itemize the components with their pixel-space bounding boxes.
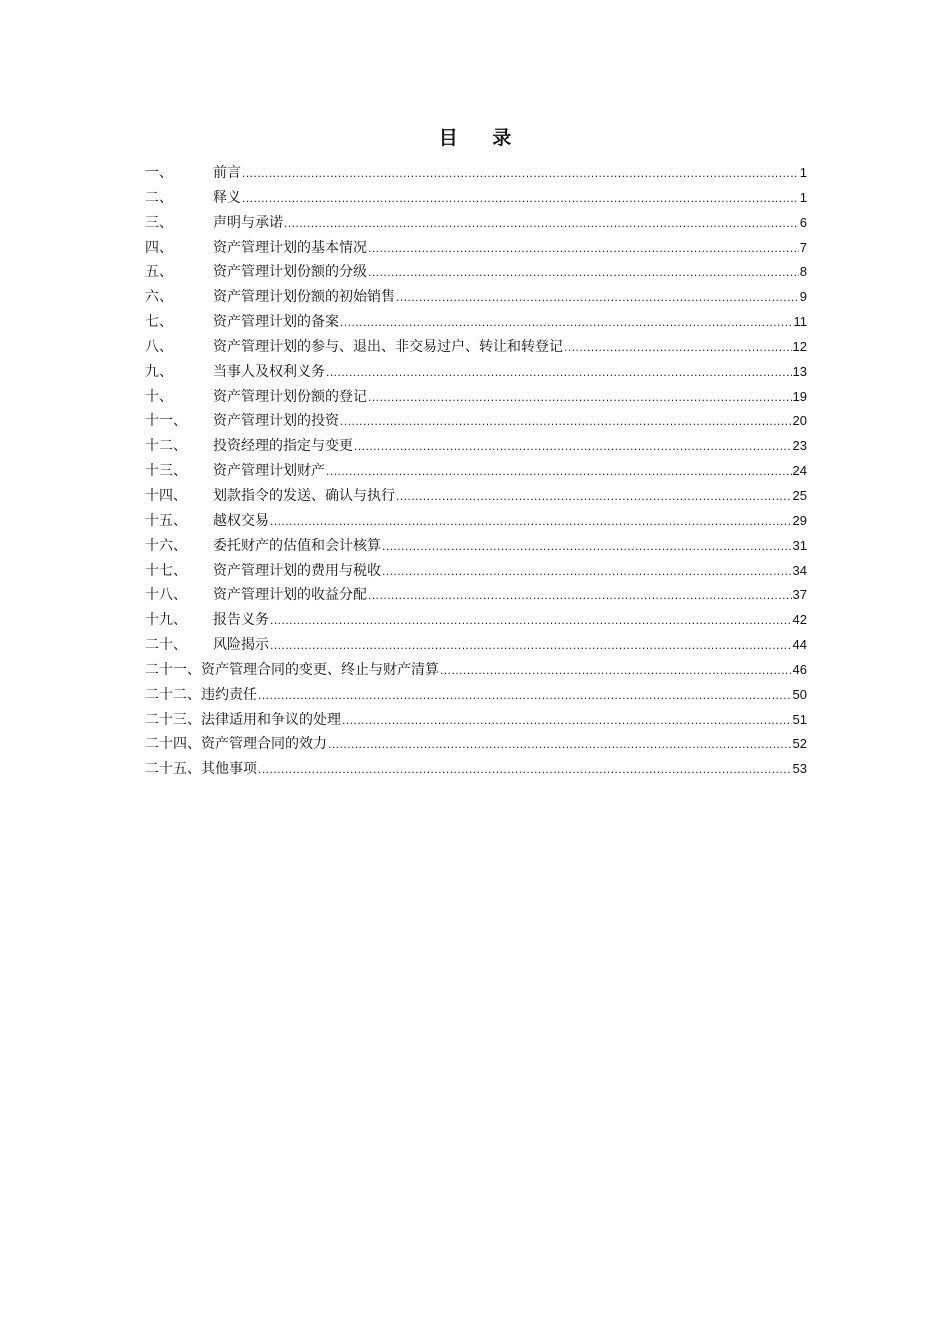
toc-dot-leader: [326, 459, 792, 484]
toc-entry-title: 释义: [213, 189, 241, 206]
toc-dot-leader: [396, 285, 799, 310]
toc-entry-title: 委托财产的估值和会计核算: [213, 537, 381, 554]
toc-entry-title: 资产管理计划财产: [213, 463, 325, 480]
toc-entry-title: 资产管理计划的基本情况: [213, 239, 367, 256]
toc-dot-leader: [368, 583, 792, 608]
toc-entry-page-number: 20: [792, 413, 807, 429]
toc-entry-page-number: 37: [792, 587, 807, 603]
toc-entry-number: 十九、: [145, 612, 187, 629]
toc-entry-page-number: 53: [792, 761, 807, 777]
toc-entry[interactable]: [145, 708, 807, 733]
toc-entry-number: 十五、: [145, 512, 187, 529]
toc-entry-number: 二十三、: [145, 711, 201, 728]
toc-dot-leader: [382, 559, 792, 584]
toc-entry-title: 资产管理计划份额的分级: [213, 264, 367, 281]
toc-entry-page-number: 6: [799, 214, 807, 230]
toc-dot-leader: [340, 310, 793, 335]
toc-entry-title: 越权交易: [213, 512, 269, 529]
toc-entry-number: 十六、: [145, 537, 187, 554]
toc-entry[interactable]: [145, 360, 807, 385]
toc-dot-leader: [368, 260, 799, 285]
toc-entry-number: 十七、: [145, 562, 187, 579]
toc-entry[interactable]: [145, 409, 807, 434]
toc-entry-number: 十三、: [145, 463, 187, 480]
toc-entry-title: 其他事项: [201, 761, 257, 778]
toc-entry-title: 资产管理计划的参与、退出、非交易过户、转让和转登记: [213, 338, 563, 355]
toc-entry[interactable]: [145, 683, 807, 708]
toc-dot-leader: [382, 534, 792, 559]
toc-entry-page-number: 12: [792, 338, 807, 354]
toc-entry-title: 资产管理计划的备案: [213, 314, 339, 331]
toc-dot-leader: [354, 434, 792, 459]
toc-entry-number: 二十四、: [145, 736, 201, 753]
toc-entry-number: 十、: [145, 388, 173, 405]
toc-dot-leader: [270, 509, 792, 534]
toc-entry-page-number: 25: [792, 487, 807, 503]
toc-dot-leader: [270, 633, 792, 658]
toc-entry-number: 十四、: [145, 487, 187, 504]
toc-entry[interactable]: [145, 285, 807, 310]
table-of-contents: [145, 161, 807, 782]
toc-entry-number: 十八、: [145, 587, 187, 604]
toc-entry-number: 十二、: [145, 438, 187, 455]
toc-entry[interactable]: [145, 211, 807, 236]
toc-entry-title: 划款指令的发送、确认与执行: [213, 487, 395, 504]
toc-entry-title: 资产管理计划份额的初始销售: [213, 289, 395, 306]
toc-entry-number: 二十二、: [145, 686, 201, 703]
toc-entry-title: 资产管理合同的效力: [201, 736, 327, 753]
toc-entry[interactable]: [145, 633, 807, 658]
toc-entry-page-number: 23: [792, 438, 807, 454]
toc-dot-leader: [368, 385, 792, 410]
toc-entry[interactable]: [145, 608, 807, 633]
toc-entry-page-number: 24: [792, 463, 807, 479]
toc-entry[interactable]: [145, 186, 807, 211]
toc-entry-title: 资产管理计划份额的登记: [213, 388, 367, 405]
toc-dot-leader: [440, 658, 792, 683]
toc-dot-leader: [258, 757, 792, 782]
toc-dot-leader: [368, 236, 799, 261]
toc-entry-number: 八、: [145, 338, 173, 355]
toc-entry[interactable]: [145, 534, 807, 559]
toc-entry-page-number: 29: [792, 512, 807, 528]
toc-entry-page-number: 7: [799, 239, 807, 255]
toc-entry-page-number: 34: [792, 562, 807, 578]
toc-entry-number: 四、: [145, 239, 173, 256]
toc-dot-leader: [258, 683, 792, 708]
toc-entry[interactable]: [145, 732, 807, 757]
toc-entry-page-number: 42: [792, 612, 807, 628]
toc-dot-leader: [326, 360, 792, 385]
toc-entry-page-number: 19: [792, 388, 807, 404]
toc-entry-page-number: 31: [792, 537, 807, 553]
toc-entry-title: 当事人及权利义务: [213, 363, 325, 380]
toc-entry-page-number: 11: [793, 314, 807, 330]
toc-entry[interactable]: [145, 385, 807, 410]
toc-entry-number: 三、: [145, 214, 173, 231]
toc-entry-number: 二、: [145, 189, 173, 206]
toc-dot-leader: [242, 161, 799, 186]
toc-entry-number: 二十、: [145, 637, 187, 654]
toc-entry[interactable]: [145, 459, 807, 484]
toc-entry-title: 资产管理计划的投资: [213, 413, 339, 430]
toc-entry-title: 声明与承诺: [213, 214, 283, 231]
toc-entry-title: 法律适用和争议的处理: [201, 711, 341, 728]
toc-entry[interactable]: [145, 658, 807, 683]
toc-dot-leader: [284, 211, 799, 236]
toc-entry[interactable]: [145, 161, 807, 186]
toc-entry-title: 投资经理的指定与变更: [213, 438, 353, 455]
toc-entry-page-number: 1: [799, 165, 807, 180]
toc-entry-title: 违约责任: [201, 686, 257, 703]
toc-entry[interactable]: [145, 559, 807, 584]
toc-entry[interactable]: [145, 484, 807, 509]
toc-entry-number: 二十五、: [145, 761, 201, 778]
toc-entry-page-number: 44: [792, 637, 807, 653]
toc-entry-title: 资产管理计划的收益分配: [213, 587, 367, 604]
toc-entry-page-number: 13: [792, 363, 807, 379]
toc-entry-title: 资产管理计划的费用与税收: [213, 562, 381, 579]
toc-entry-number: 九、: [145, 363, 173, 380]
toc-entry-title: 风险揭示: [213, 637, 269, 654]
toc-entry-title: 前言: [213, 165, 241, 181]
toc-entry[interactable]: [145, 509, 807, 534]
toc-entry[interactable]: [145, 260, 807, 285]
toc-dot-leader: [342, 708, 792, 733]
toc-title: 目 录: [438, 127, 526, 149]
toc-entry[interactable]: [145, 757, 807, 782]
toc-dot-leader: [340, 409, 792, 434]
toc-entry[interactable]: [145, 236, 807, 261]
toc-entry-title: 资产管理合同的变更、终止与财产清算: [201, 661, 439, 678]
toc-entry-page-number: 8: [799, 264, 807, 280]
toc-entry-page-number: 1: [799, 189, 807, 205]
toc-entry-number: 五、: [145, 264, 173, 281]
toc-entry-page-number: 50: [792, 686, 807, 702]
toc-entry-number: 一、: [145, 165, 173, 181]
toc-entry[interactable]: [145, 335, 807, 360]
toc-entry-page-number: 51: [792, 711, 807, 727]
toc-entry[interactable]: [145, 583, 807, 608]
toc-dot-leader: [564, 335, 792, 360]
toc-entry-number: 七、: [145, 314, 173, 331]
toc-dot-leader: [270, 608, 792, 633]
toc-entry-number: 六、: [145, 289, 173, 306]
toc-entry-title: 报告义务: [213, 612, 269, 629]
toc-entry-page-number: 52: [792, 736, 807, 752]
toc-entry[interactable]: [145, 310, 807, 335]
toc-dot-leader: [242, 186, 799, 211]
toc-entry-page-number: 46: [792, 661, 807, 677]
toc-entry-number: 二十一、: [145, 661, 201, 678]
toc-dot-leader: [328, 732, 792, 757]
toc-entry[interactable]: [145, 434, 807, 459]
toc-entry-number: 十一、: [145, 413, 187, 430]
toc-entry-page-number: 9: [799, 289, 807, 305]
toc-dot-leader: [396, 484, 792, 509]
